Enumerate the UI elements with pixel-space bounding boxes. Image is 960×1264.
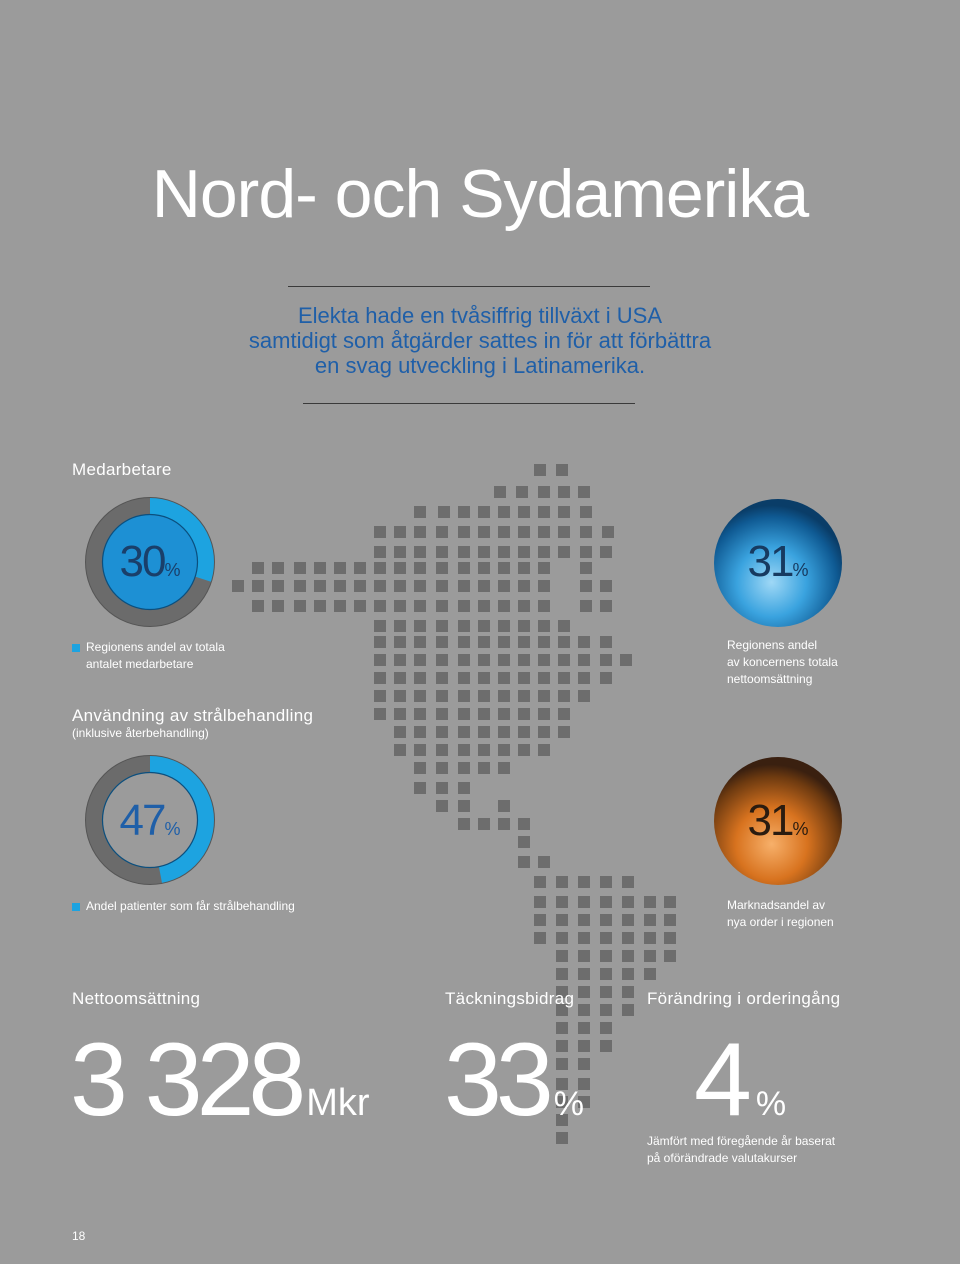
tackningsbidrag-heading: Täckningsbidrag	[445, 989, 575, 1008]
map-square	[558, 672, 570, 684]
map-square	[556, 968, 568, 980]
map-square	[436, 800, 448, 812]
map-square	[664, 896, 676, 908]
map-square	[578, 654, 590, 666]
map-square	[458, 620, 470, 632]
divider-bottom	[303, 403, 635, 404]
map-square	[556, 1132, 568, 1144]
map-square	[414, 636, 426, 648]
divider-top	[288, 286, 650, 287]
map-square	[478, 672, 490, 684]
legend-line: Marknadsandel av	[727, 898, 826, 912]
tackningsbidrag-number: 33	[444, 1022, 548, 1138]
map-square	[478, 546, 490, 558]
intro-line: Elekta hade en tvåsiffrig tillväxt i USA	[298, 303, 662, 328]
map-square	[436, 546, 448, 558]
map-square	[394, 620, 406, 632]
map-square	[394, 726, 406, 738]
map-square	[314, 600, 326, 612]
map-square	[394, 580, 406, 592]
map-square	[478, 690, 490, 702]
map-square	[354, 562, 366, 574]
nettoomsattning-heading: Nettoomsättning	[72, 989, 201, 1008]
map-square	[478, 636, 490, 648]
map-square	[622, 986, 634, 998]
nettoomsattning-share-legend	[727, 637, 838, 688]
map-square	[620, 654, 632, 666]
map-square	[518, 818, 530, 830]
map-square	[458, 600, 470, 612]
map-square	[374, 600, 386, 612]
map-square	[538, 546, 550, 558]
map-square	[374, 526, 386, 538]
map-square	[294, 562, 306, 574]
map-square	[558, 620, 570, 632]
map-square	[458, 818, 470, 830]
map-square	[374, 708, 386, 720]
map-square	[558, 546, 570, 558]
nettoomsattning-share-number: 31	[747, 537, 793, 586]
map-square	[600, 600, 612, 612]
map-square	[478, 762, 490, 774]
map-square	[334, 562, 346, 574]
map-square	[578, 932, 590, 944]
map-square	[518, 708, 530, 720]
legend-square	[72, 644, 80, 652]
map-square	[578, 672, 590, 684]
map-square	[394, 744, 406, 756]
map-square	[622, 968, 634, 980]
map-square	[334, 600, 346, 612]
map-square	[538, 654, 550, 666]
legend-line: av koncernens totala	[727, 655, 838, 669]
page-number: 18	[72, 1229, 86, 1243]
stralbehandling-legend: Andel patienter som får strålbehandling	[86, 899, 295, 913]
map-square	[534, 876, 546, 888]
map-square	[498, 744, 510, 756]
map-square	[498, 672, 510, 684]
map-square	[622, 876, 634, 888]
map-square	[622, 914, 634, 926]
map-square	[374, 562, 386, 574]
map-square	[414, 744, 426, 756]
medarbetare-legend	[86, 639, 225, 673]
map-square	[518, 654, 530, 666]
map-square	[556, 896, 568, 908]
map-square	[232, 580, 244, 592]
map-square	[538, 526, 550, 538]
map-square	[414, 782, 426, 794]
map-square	[374, 672, 386, 684]
map-square	[538, 726, 550, 738]
map-square	[458, 800, 470, 812]
map-square	[580, 546, 592, 558]
map-square	[458, 654, 470, 666]
map-square	[600, 950, 612, 962]
map-square	[498, 526, 510, 538]
map-square	[538, 562, 550, 574]
map-square	[538, 690, 550, 702]
map-square	[414, 762, 426, 774]
map-square	[414, 506, 426, 518]
map-square	[538, 580, 550, 592]
map-square	[458, 672, 470, 684]
map-square	[354, 600, 366, 612]
map-square	[600, 1022, 612, 1034]
map-square	[622, 896, 634, 908]
map-square	[622, 950, 634, 962]
map-square	[294, 580, 306, 592]
legend-line: nya order i regionen	[727, 915, 834, 929]
map-square	[414, 620, 426, 632]
map-square	[458, 506, 470, 518]
map-square	[314, 580, 326, 592]
map-square	[558, 486, 570, 498]
map-square	[644, 914, 656, 926]
map-square	[534, 464, 546, 476]
map-square	[578, 968, 590, 980]
map-square	[458, 580, 470, 592]
map-square	[374, 546, 386, 558]
map-square	[600, 932, 612, 944]
map-square	[458, 636, 470, 648]
map-square	[600, 636, 612, 648]
map-square	[518, 636, 530, 648]
map-square	[578, 486, 590, 498]
map-square	[394, 708, 406, 720]
nettoomsattning-share-value	[712, 537, 844, 586]
legend-line: nettoomsättning	[727, 672, 813, 686]
nettoomsattning-value	[70, 1022, 370, 1138]
orderingang-heading: Förändring i orderingång	[647, 989, 841, 1008]
map-square	[518, 856, 530, 868]
medarbetare-value	[84, 537, 216, 586]
map-square	[414, 726, 426, 738]
map-square	[458, 782, 470, 794]
map-square	[458, 708, 470, 720]
map-square	[580, 526, 592, 538]
map-square	[494, 486, 506, 498]
map-square	[534, 914, 546, 926]
map-square	[498, 506, 510, 518]
map-square	[644, 968, 656, 980]
map-square	[578, 636, 590, 648]
note-line: Jämfört med föregående år baserat	[647, 1134, 836, 1148]
map-square	[556, 950, 568, 962]
map-square	[436, 562, 448, 574]
map-square	[600, 876, 612, 888]
map-square	[252, 600, 264, 612]
stralbehandling-unit: %	[164, 819, 181, 839]
orderingang-number: 4	[694, 1022, 752, 1138]
map-square	[374, 654, 386, 666]
map-square	[478, 620, 490, 632]
map-square	[558, 726, 570, 738]
marknadsandel-number: 31	[747, 796, 793, 845]
map-square	[252, 562, 264, 574]
map-square	[498, 620, 510, 632]
marknadsandel-legend	[727, 897, 834, 931]
map-square	[558, 506, 570, 518]
map-square	[600, 672, 612, 684]
map-square	[518, 506, 530, 518]
map-square	[414, 654, 426, 666]
map-square	[644, 932, 656, 944]
map-square	[558, 708, 570, 720]
map-square	[578, 876, 590, 888]
stralbehandling-heading: Användning av strålbehandling	[72, 706, 314, 725]
map-square	[518, 744, 530, 756]
legend-line: antalet medarbetare	[86, 657, 194, 671]
map-square	[622, 1004, 634, 1016]
map-square	[414, 580, 426, 592]
map-square	[394, 654, 406, 666]
map-square	[534, 932, 546, 944]
map-square	[558, 690, 570, 702]
map-square	[436, 726, 448, 738]
map-square	[578, 950, 590, 962]
map-square	[518, 690, 530, 702]
map-square	[664, 932, 676, 944]
map-square	[622, 932, 634, 944]
tackningsbidrag-value	[444, 1022, 584, 1138]
map-square	[436, 782, 448, 794]
map-square	[414, 526, 426, 538]
map-square	[578, 986, 590, 998]
map-square	[556, 932, 568, 944]
orderingang-note	[647, 1133, 835, 1167]
map-square	[498, 690, 510, 702]
map-square	[518, 526, 530, 538]
map-square	[558, 526, 570, 538]
map-square	[600, 1004, 612, 1016]
map-square	[580, 580, 592, 592]
map-square	[414, 546, 426, 558]
intro-text	[160, 303, 800, 378]
map-square	[600, 968, 612, 980]
map-square	[580, 506, 592, 518]
map-square	[600, 654, 612, 666]
legend-line: Regionens andel	[727, 638, 818, 652]
map-square	[498, 708, 510, 720]
map-square	[458, 762, 470, 774]
map-square	[580, 562, 592, 574]
legend-line: Regionens andel av totala	[86, 640, 225, 654]
map-square	[498, 818, 510, 830]
map-square	[538, 708, 550, 720]
map-square	[436, 636, 448, 648]
map-square	[478, 580, 490, 592]
map-square	[518, 726, 530, 738]
map-square	[394, 690, 406, 702]
map-square	[438, 506, 450, 518]
map-square	[272, 580, 284, 592]
map-square	[436, 708, 448, 720]
nettoomsattning-unit: Mkr	[306, 1082, 370, 1124]
map-square	[558, 654, 570, 666]
map-square	[458, 744, 470, 756]
map-square	[600, 896, 612, 908]
map-square	[478, 726, 490, 738]
map-square	[498, 546, 510, 558]
map-square	[498, 580, 510, 592]
map-square	[478, 744, 490, 756]
map-square	[556, 876, 568, 888]
map-square	[458, 546, 470, 558]
map-square	[394, 636, 406, 648]
map-square	[518, 546, 530, 558]
stralbehandling-number: 47	[119, 796, 165, 845]
map-square	[458, 726, 470, 738]
marknadsandel-value	[712, 796, 844, 845]
map-square	[518, 562, 530, 574]
map-square	[538, 856, 550, 868]
map-square	[602, 526, 614, 538]
map-square	[354, 580, 366, 592]
medarbetare-heading: Medarbetare	[72, 460, 172, 479]
map-square	[436, 620, 448, 632]
map-square	[334, 580, 346, 592]
map-square	[414, 672, 426, 684]
map-square	[578, 1004, 590, 1016]
map-square	[580, 600, 592, 612]
map-square	[478, 562, 490, 574]
map-square	[538, 506, 550, 518]
map-square	[538, 620, 550, 632]
nettoomsattning-share-unit: %	[792, 560, 809, 580]
page-title: Nord- och Sydamerika	[151, 156, 809, 232]
map-square	[314, 562, 326, 574]
map-square	[414, 600, 426, 612]
map-square	[644, 950, 656, 962]
stralbehandling-value	[84, 796, 216, 845]
map-square	[436, 526, 448, 538]
map-square	[436, 580, 448, 592]
map-square	[644, 896, 656, 908]
map-square	[458, 562, 470, 574]
map-square	[478, 526, 490, 538]
map-square	[478, 654, 490, 666]
map-square	[538, 744, 550, 756]
map-square	[664, 914, 676, 926]
map-square	[414, 690, 426, 702]
map-square	[498, 562, 510, 574]
map-square	[436, 654, 448, 666]
note-line: på oförändrade valutakurser	[647, 1151, 798, 1165]
map-square	[498, 636, 510, 648]
map-square	[578, 914, 590, 926]
map-square	[478, 506, 490, 518]
map-square	[374, 580, 386, 592]
map-square	[578, 896, 590, 908]
map-square	[414, 562, 426, 574]
intro-line: en svag utveckling i Latinamerika.	[314, 353, 646, 378]
map-square	[374, 690, 386, 702]
map-square	[538, 600, 550, 612]
map-square	[436, 600, 448, 612]
map-square	[518, 620, 530, 632]
map-square	[600, 986, 612, 998]
orderingang-value	[694, 1022, 787, 1138]
map-square	[578, 690, 590, 702]
medarbetare-number: 30	[119, 537, 165, 586]
map-square	[252, 580, 264, 592]
map-square	[394, 600, 406, 612]
medarbetare-unit: %	[164, 560, 181, 580]
map-square	[374, 636, 386, 648]
map-square	[558, 636, 570, 648]
map-square	[518, 600, 530, 612]
map-square	[600, 546, 612, 558]
map-square	[498, 800, 510, 812]
map-square	[498, 726, 510, 738]
map-square	[436, 672, 448, 684]
map-square	[600, 914, 612, 926]
map-square	[534, 896, 546, 908]
legend-square	[72, 903, 80, 911]
map-square	[664, 950, 676, 962]
map-square	[478, 600, 490, 612]
map-square	[478, 708, 490, 720]
map-square	[458, 526, 470, 538]
map-square	[556, 914, 568, 926]
map-square	[458, 690, 470, 702]
map-square	[436, 744, 448, 756]
map-square	[600, 580, 612, 592]
map-square	[498, 654, 510, 666]
map-square	[272, 562, 284, 574]
stralbehandling-subheading: (inklusive återbehandling)	[72, 726, 209, 740]
map-square	[518, 672, 530, 684]
map-square	[394, 546, 406, 558]
orderingang-unit: %	[755, 1085, 787, 1123]
map-square	[498, 600, 510, 612]
map-square	[272, 600, 284, 612]
map-square	[436, 690, 448, 702]
map-square	[394, 562, 406, 574]
map-square	[394, 526, 406, 538]
map-square	[538, 636, 550, 648]
intro-line: samtidigt som åtgärder sattes in för att förbättra	[248, 328, 712, 353]
nettoomsattning-number: 3 328	[70, 1022, 301, 1138]
map-square	[538, 672, 550, 684]
map-square	[518, 580, 530, 592]
map-square	[436, 762, 448, 774]
map-square	[414, 708, 426, 720]
map-square	[498, 762, 510, 774]
map-square	[518, 836, 530, 848]
map-square	[556, 464, 568, 476]
marknadsandel-unit: %	[792, 819, 809, 839]
map-square	[600, 1040, 612, 1052]
map-square	[478, 818, 490, 830]
map-square	[538, 486, 550, 498]
tackningsbidrag-unit: %	[553, 1085, 584, 1123]
map-square	[394, 672, 406, 684]
map-square	[374, 620, 386, 632]
map-square	[516, 486, 528, 498]
map-square	[294, 600, 306, 612]
